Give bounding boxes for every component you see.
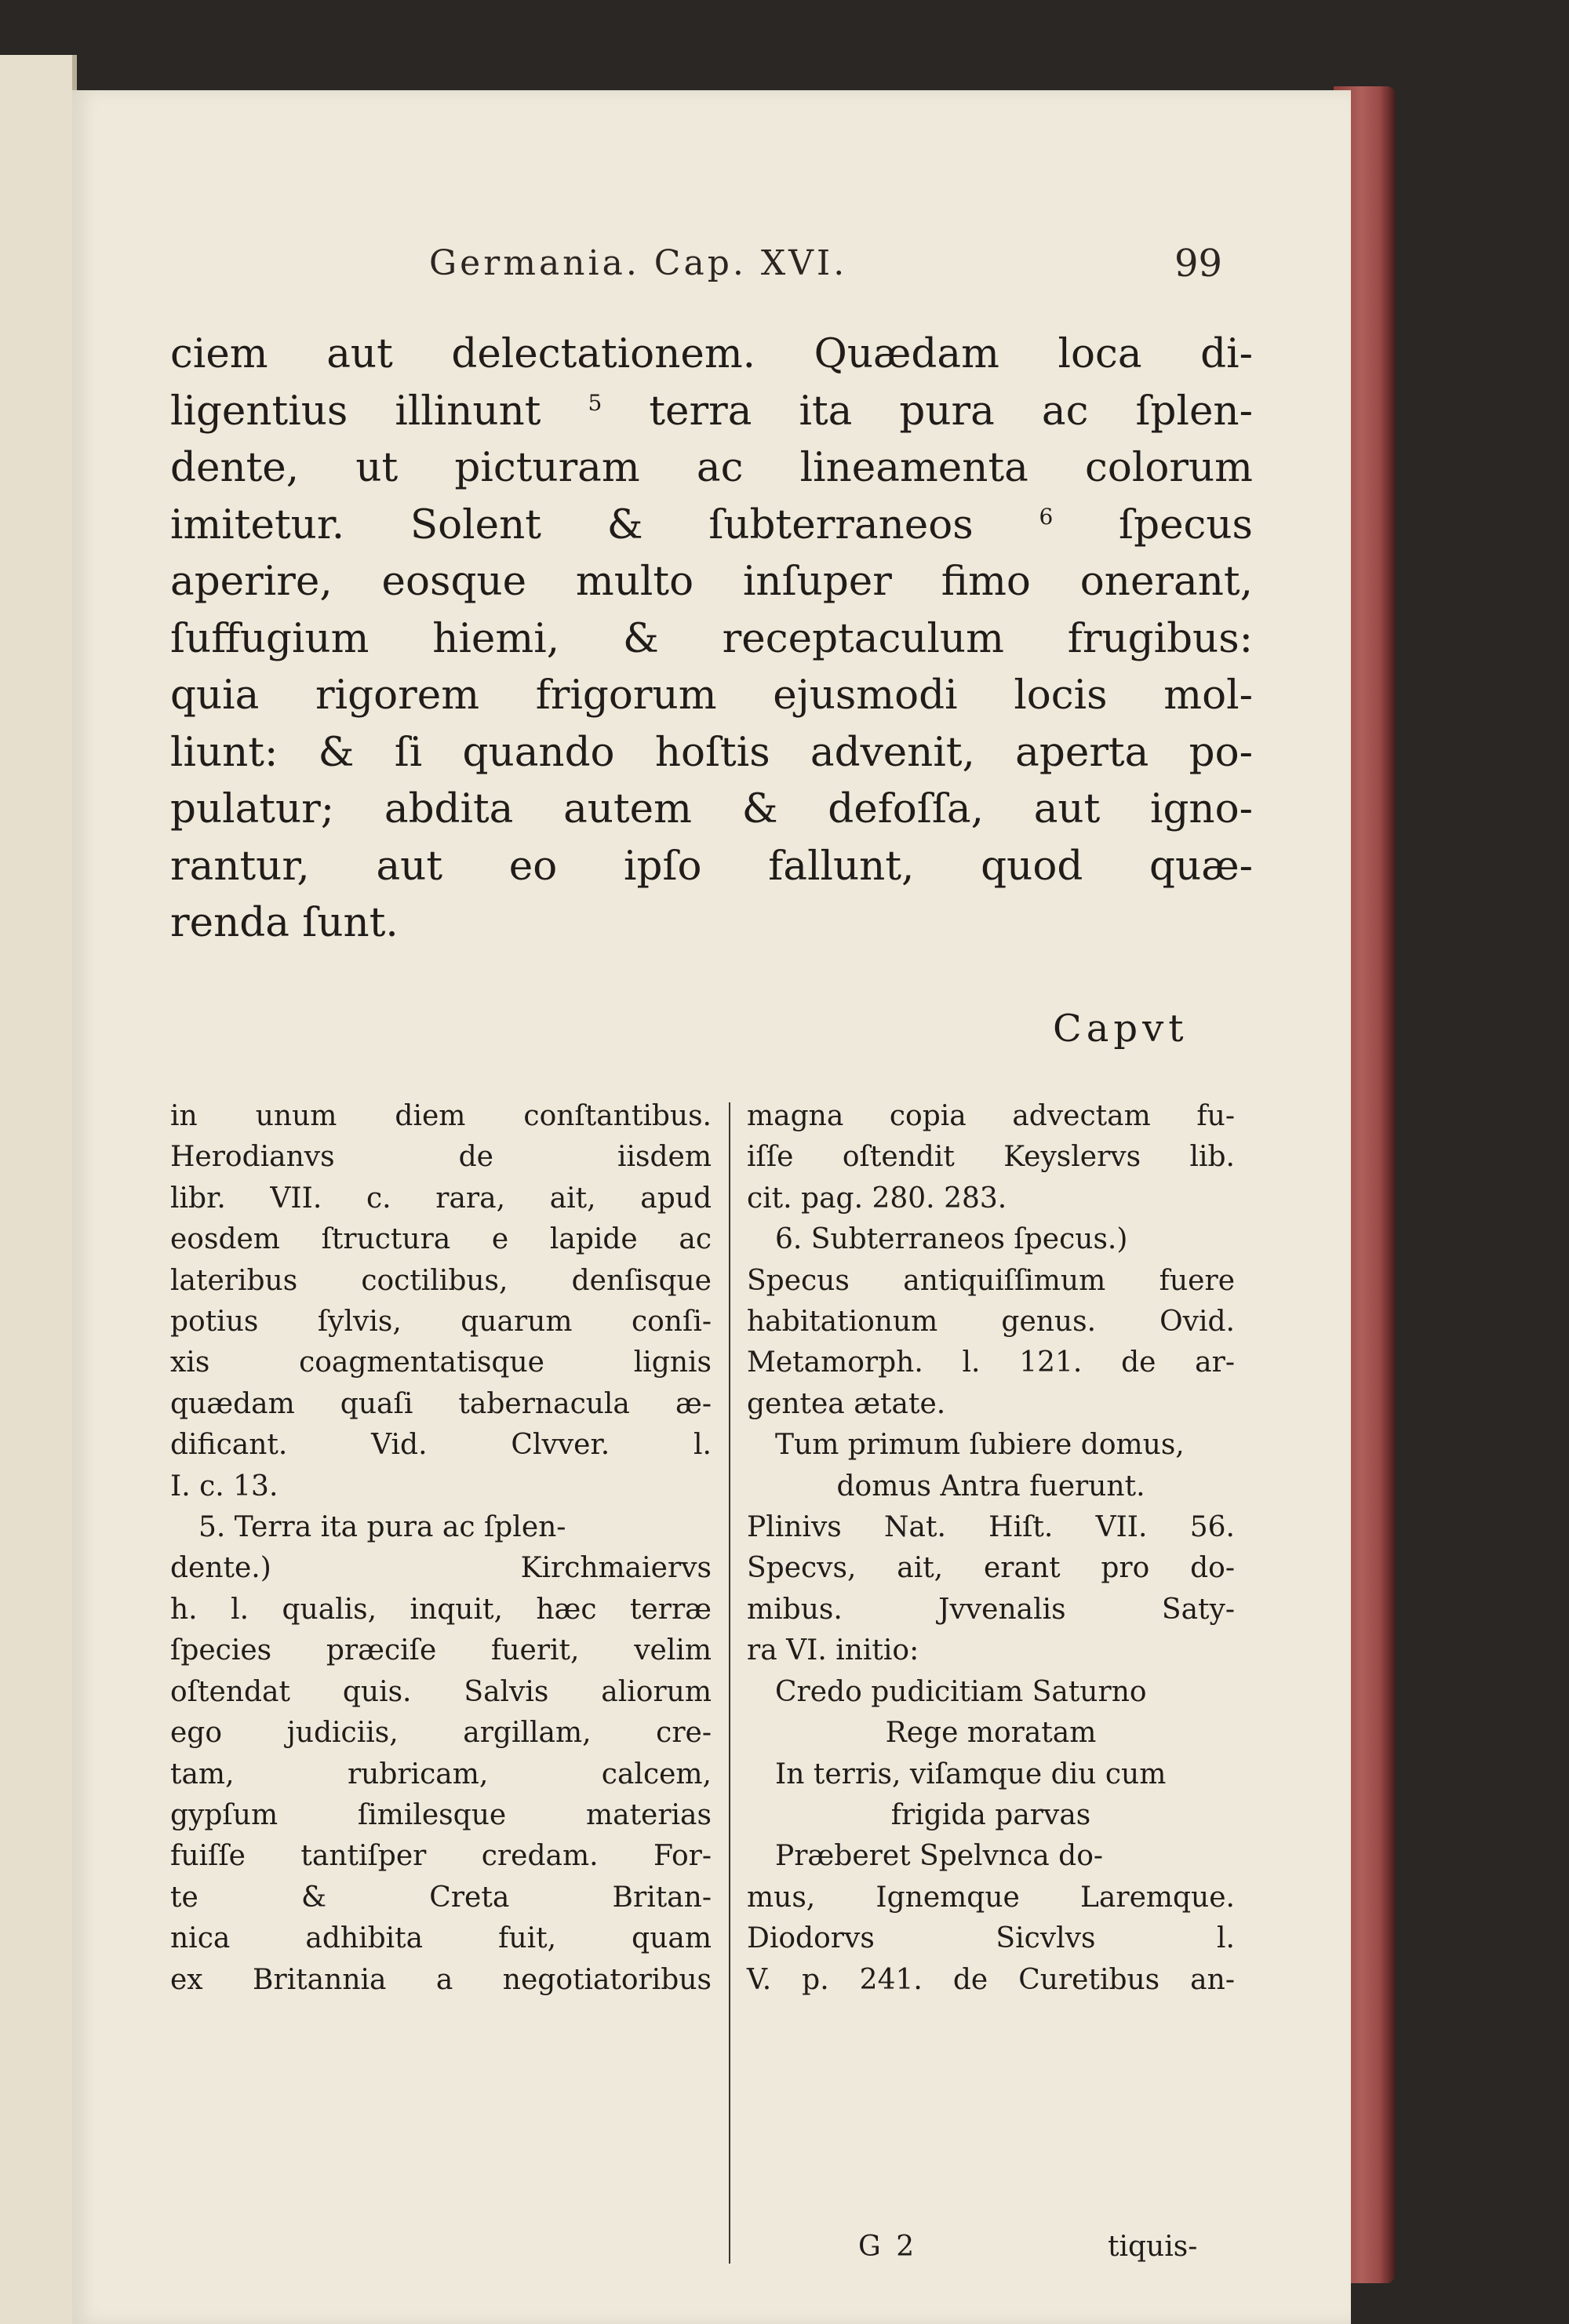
main-text-line: ſuffugium hiemi, & receptaculum frugibus: [170,614,1253,662]
footnote-line: I. c. 13. [170,1470,278,1503]
catchword: Capvt [1053,1007,1189,1051]
footnote-line: dificant. Vid. Clvver. l. [170,1429,712,1462]
footnote-line: habitationum genus. Ovid. [747,1306,1235,1339]
footnote-line: magna copia advectam fu- [747,1100,1235,1132]
footnote-line: domus Antra fuerunt. [836,1470,1145,1503]
footnote-line: Plinivs Nat. Hiſt. VII. 56. [747,1511,1235,1544]
column-divider [729,1102,730,2264]
main-text-line: quia rigorem frigorum ejusmodi locis mol- [170,672,1253,719]
signature-mark: G 2 [858,2231,918,2263]
footnote-line: dente.) Kirchmaiervs [170,1552,712,1585]
main-text-line: aperire, eosque multo inſuper fimo onerant, [170,558,1253,605]
running-title: Germania. Cap. XVI. [429,243,848,283]
footnote-line: mus, Ignemque Laremque. [747,1881,1235,1914]
footnote-line: Specus antiquiſſimum fuere [747,1264,1235,1297]
footnote-line: Credo pudicitiam Saturno [775,1675,1147,1708]
footnote-line: Metamorph. l. 121. de ar- [747,1346,1235,1379]
footnote-line: 5. Terra ita pura ac ſplen- [198,1511,566,1544]
footnote-line: Rege moratam [885,1717,1097,1750]
footnote-line: cit. pag. 280. 283. [747,1182,1007,1215]
footnote-line: frigida parvas [890,1798,1091,1831]
footnote-line: potius ſylvis, quarum conſi- [170,1306,712,1339]
footnote-line: te & Creta Britan- [170,1881,712,1914]
footnote-line: eosdem ſtructura e lapide ac [170,1223,712,1256]
footnote-line: iſſe oſtendit Keyslervs lib. [747,1141,1235,1174]
footnote-line: V. p. 241. de Curetibus an- [747,1963,1235,1996]
footnote-reference: 5 [588,389,602,416]
facing-page-edge [0,55,77,2324]
footnote-catchword: tiquis- [1108,2231,1198,2263]
footnote-line: tam, rubricam, calcem, [170,1758,712,1790]
footnote-line: ego judiciis, argillam, cre- [170,1717,712,1750]
footnote-line: libr. VII. c. rara, ait, apud [170,1182,712,1215]
footnote-line: in unum diem conſtantibus. [170,1100,712,1132]
footnote-line: ex Britannia a negotiatoribus [170,1963,712,1996]
footnote-line: Tum primum ſubiere domus, [775,1429,1185,1462]
main-text-line: liunt: & ſi quando hoſtis advenit, aperta po- [170,728,1253,776]
footnote-line: 6. Subterraneos ſpecus.) [775,1223,1128,1256]
footnote-line: h. l. qualis, inquit, hæc terræ [170,1593,712,1626]
footnote-line: nica adhibita fuit, quam [170,1922,712,1955]
main-text-block [170,326,1253,952]
footnote-line: mibus. Jvvenalis Saty- [747,1593,1235,1626]
main-text-line: pulatur; abdita autem & defoſſa, aut igno- [170,785,1253,832]
main-text-line: imitetur. Solent & ſubterraneos $^6$ ſpecus [170,501,1253,548]
footnote-line: Specvs, ait, erant pro do- [747,1552,1235,1585]
footnotes-left-column [170,1096,712,2001]
footnote-line: Præberet Spelvnca do- [775,1840,1104,1873]
main-text-line: renda ſunt. [170,899,399,946]
main-text-line: rantur, aut eo ipſo fallunt, quod quæ- [170,842,1253,890]
page-number: 99 [1174,242,1223,286]
footnote-line: gypſum ſimilesque materias [170,1798,712,1831]
footnote-line: gentea ætate. [747,1387,946,1420]
footnote-line: quædam quaſi tabernacula æ- [170,1387,712,1420]
footnote-reference: 6 [1039,503,1054,530]
main-text-line: dente, ut picturam ac lineamenta colorum [170,444,1253,491]
footnote-line: Diodorvs Sicvlvs l. [747,1922,1235,1955]
main-text-line: ligentius illinunt $^5$ terra ita pura ac ſplen- [170,387,1253,435]
footnote-line: ſpecies præciſe fuerit, velim [170,1634,712,1667]
footnote-line: oſtendat quis. Salvis aliorum [170,1675,712,1708]
footnote-line: Herodianvs de iisdem [170,1141,712,1174]
footnote-line: xis coagmentatisque lignis [170,1346,712,1379]
footnotes-right-column [747,1096,1235,2001]
footnote-line: In terris, viſamque diu cum [775,1758,1167,1790]
main-text-line: ciem aut delectationem. Quædam loca di- [170,330,1253,377]
footnote-line: fuiſſe tantiſper credam. For- [170,1840,712,1873]
book-page [72,90,1351,2324]
footnote-line: ra VI. initio: [747,1634,919,1667]
footnote-line: lateribus coctilibus, denſisque [170,1264,712,1297]
